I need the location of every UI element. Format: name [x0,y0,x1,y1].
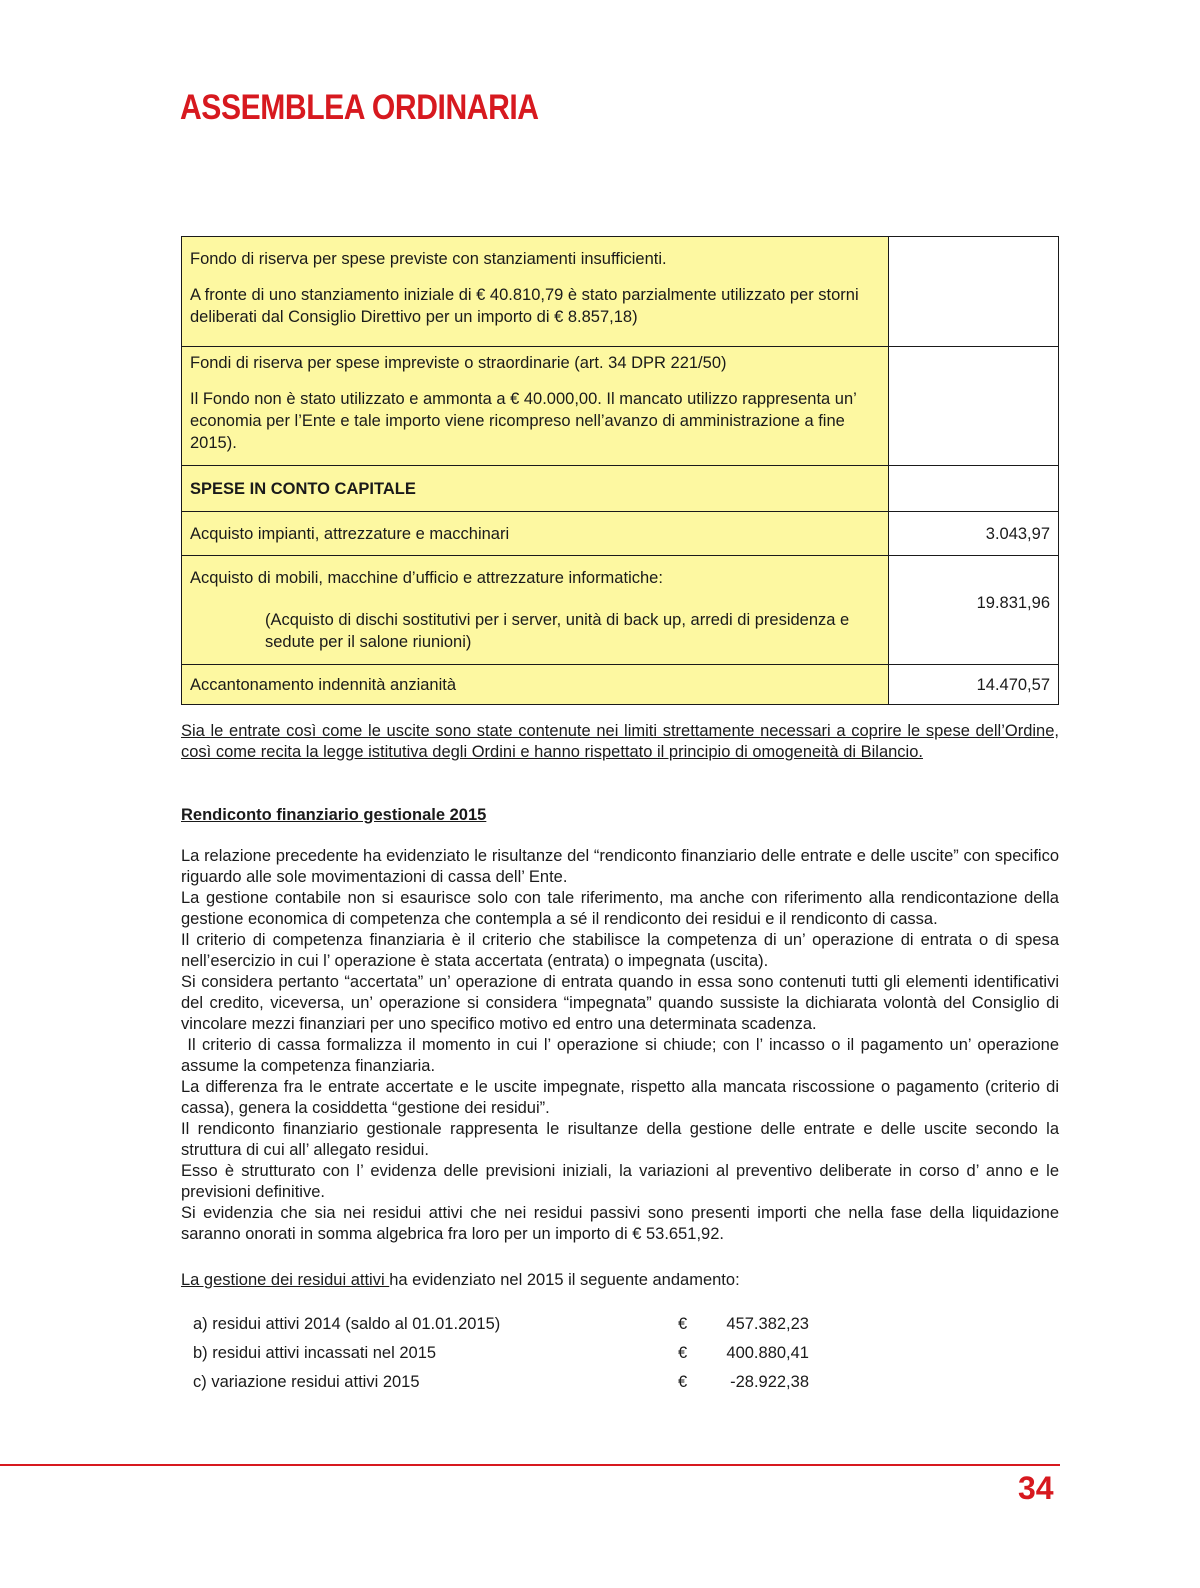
table-cell-description [182,556,889,665]
residui-intro [181,1270,1059,1291]
list-item [193,1310,833,1339]
row-title: Fondo di riserva per spese previste con stanziamenti insufficienti. [190,250,667,268]
residui-value: 400.880,41 [726,1344,809,1362]
paragraph: Si considera pertanto “accertata” un’ operazione di entrata quando in essa sono contenuti tutti gli elementi identificativi del credito, viceversa, un’ operazione si considera “impegnata” quando sussiste la dichiarata volontà del Consiglio di vincolare mezzi finanziari per uno specifico motivo ed entro una determinata scadenza. [181,973,1059,1033]
table-row [182,466,1059,512]
paragraph: Si evidenzia che sia nei residui attivi che nei residui passivi sono presenti importi che nella fase della liquidazione saranno onorati in somma algebrica fra loro per un importo di € 53.651,92. [181,1204,1059,1243]
table-cell-amount: 14.470,57 [889,665,1059,705]
paragraph: La relazione precedente ha evidenziato le risultanze del “rendiconto finanziario delle entrate e delle uscite” con specifico riguardo alle sole movimentazioni di cassa dell’ Ente. [181,847,1059,886]
list-item [193,1368,833,1397]
page-header-title: ASSEMBLEA ORDINARIA [180,88,539,127]
residui-intro-underlined: La gestione dei residui attivi [181,1271,390,1289]
paragraph: Il criterio di competenza finanziaria è il criterio che stabilisce la competenza di un’ operazione di entrata o di spesa nell’esercizio in cui l’ operazione è stata accertata (entrata) o impegnata (uscita). [181,931,1059,970]
table-row [182,347,1059,466]
currency-symbol: € [678,1315,688,1333]
page-number: 34 [1018,1470,1054,1506]
row-title: Fondi di riserva per spese impreviste o straordinarie (art. 34 DPR 221/50) [190,354,727,372]
table-cell-amount [889,466,1059,512]
residui-intro-text: ha evidenziato nel 2015 il seguente andamento: [389,1271,740,1289]
table-cell-description [182,347,889,466]
table-cell-description: Acquisto impianti, attrezzature e macchinari [182,512,889,556]
footer-divider [0,1464,1060,1466]
table-cell-description: SPESE IN CONTO CAPITALE [182,466,889,512]
paragraph: La gestione contabile non si esaurisce solo con tale riferimento, ma anche con riferimento alla rendicontazione della gestione economica di competenza che contempla a sé il rendiconto dei residui e il rendiconto di cassa. [181,889,1059,928]
table-row [182,665,1059,705]
section-title: Rendiconto finanziario gestionale 2015 [181,806,487,824]
table-row [182,512,1059,556]
table-cell-amount: 19.831,96 [889,556,1059,665]
residui-label: c) variazione residui attivi 2015 [193,1373,420,1391]
paragraph: Il criterio di cassa formalizza il momento in cui l’ operazione si chiude; con l’ incasso o il pagamento un’ operazione assume la competenza finanziaria. [181,1036,1064,1075]
residui-label: a) residui attivi 2014 (saldo al 01.01.2015) [193,1315,501,1333]
row-detail: Il Fondo non è stato utilizzato e ammonta a € 40.000,00. Il mancato utilizzo rappresenta un’ economia per l’Ente e tale importo viene ricompreso nell’avanzo di amministrazione a fine 2015). [190,390,857,452]
residui-list [193,1310,833,1397]
expense-table [181,236,1059,705]
table-cell-amount [889,347,1059,466]
residui-label: b) residui attivi incassati nel 2015 [193,1344,437,1362]
paragraph: La differenza fra le entrate accertate e le uscite impegnate, rispetto alla mancata riscossione o pagamento (criterio di cassa), genera la cosiddetta “gestione dei residui”. [181,1078,1059,1117]
row-detail: (Acquisto di dischi sostitutivi per i server, unità di back up, arredi di presidenza e sedute per il salone riunioni) [265,611,850,651]
table-row [182,556,1059,665]
report-body [181,846,1064,1245]
table-cell-description: Accantonamento indennità anzianità [182,665,889,705]
currency-symbol: € [678,1373,688,1391]
residui-value: -28.922,38 [730,1373,809,1391]
paragraph: Esso è strutturato con l’ evidenza delle previsioni iniziali, la variazioni al preventivo deliberate in corso d’ anno e le previsioni definitive. [181,1162,1059,1201]
table-cell-description [182,237,889,347]
row-title: Acquisto di mobili, macchine d’ufficio e attrezzature informatiche: [190,569,663,587]
table-cell-amount: 3.043,97 [889,512,1059,556]
paragraph: Il rendiconto finanziario gestionale rappresenta le risultanze della gestione delle entrate e delle uscite secondo la struttura di cui all’ allegato residui. [181,1120,1059,1159]
table-cell-amount [889,237,1059,347]
residui-value: 457.382,23 [726,1315,809,1333]
table-row [182,237,1059,347]
currency-symbol: € [678,1344,688,1362]
budget-note: Sia le entrate così come le uscite sono state contenute nei limiti strettamente necessari a coprire le spese dell’Ordine, così come recita la legge istitutiva degli Ordini e hanno rispettato il principio di omogeneità di Bilancio. [181,722,1059,761]
list-item [193,1339,833,1368]
row-detail: A fronte di uno stanziamento iniziale di € 40.810,79 è stato parzialmente utilizzato per storni deliberati dal Consiglio Direttivo per un importo di € 8.857,18) [190,286,859,326]
